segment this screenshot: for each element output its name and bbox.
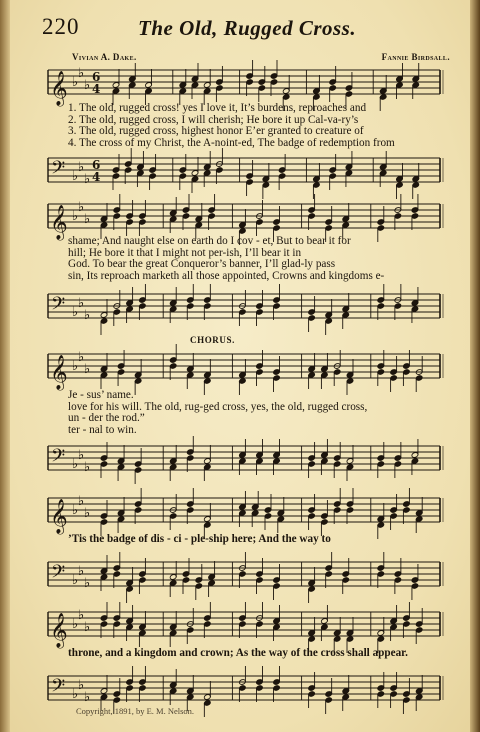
lyric-line: 3. The old, rugged cross, highest honor E’er granted to creature of — [68, 125, 364, 138]
flat-sign-icon: ♭ — [78, 494, 85, 509]
lyric-line: ter - nal to win. — [68, 423, 137, 436]
bass-clef-icon: 𝄢 — [51, 676, 66, 701]
flat-sign-icon: ♭ — [72, 687, 79, 702]
lyrics-system-5 — [68, 648, 453, 660]
flat-sign-icon: ♭ — [84, 620, 91, 635]
bass-clef-icon: 𝄢 — [51, 562, 66, 587]
flat-sign-icon: ♭ — [78, 608, 85, 623]
music-staff-treble-5 — [40, 606, 450, 646]
flat-sign-icon: ♭ — [84, 460, 91, 475]
lyrics-system-4 — [68, 534, 453, 546]
flat-sign-icon: ♭ — [84, 362, 91, 377]
lyric-line: sin, Its reproach marketh all those appointed, Crowns and kingdoms e- — [68, 269, 385, 282]
flat-sign-icon: ♭ — [84, 308, 91, 323]
lyric-line: throne, and a kingdom and crown; As the way of the cross shall appear. — [68, 647, 408, 659]
lyrics-system-3 — [68, 390, 453, 436]
flat-sign-icon: ♭ — [72, 457, 79, 472]
bass-clef-icon: 𝄢 — [51, 158, 66, 183]
music-staff-bass-4 — [40, 556, 450, 596]
flat-sign-icon: ♭ — [78, 200, 85, 215]
flat-sign-icon: ♭ — [78, 350, 85, 365]
flat-sign-icon: ♭ — [84, 78, 91, 93]
composer-credit: Fannie Birdsall. — [381, 52, 450, 62]
page-number: 220 — [42, 14, 80, 39]
time-signature-top: 6 — [92, 158, 101, 172]
flat-sign-icon: ♭ — [72, 169, 79, 184]
chorus-label: CHORUS. — [190, 335, 235, 345]
flat-sign-icon: ♭ — [78, 448, 85, 463]
flat-sign-icon: ♭ — [72, 209, 79, 224]
time-signature-bottom: 4 — [92, 170, 101, 184]
lyric-line: hill; He bore it that I might not per-ish, I’ll bear it in — [68, 246, 302, 259]
page-left-edge — [0, 0, 10, 732]
treble-clef-icon: 𝄞 — [50, 499, 68, 534]
treble-clef-icon: 𝄞 — [50, 355, 68, 390]
time-signature-top: 6 — [92, 70, 101, 84]
music-staff-treble-2 — [40, 198, 450, 238]
flat-sign-icon: ♭ — [84, 212, 91, 227]
lyric-line: God. To bear the great Conqueror’s banner, I’ll glad-ly pass — [68, 258, 336, 271]
music-staff-bass-1 — [40, 152, 450, 192]
flat-sign-icon: ♭ — [72, 617, 79, 632]
copyright-notice: Copyright, 1891, by E. M. Nelson. — [76, 706, 195, 716]
flat-sign-icon: ♭ — [84, 172, 91, 187]
lyric-line: 1. The old, rugged cross! yes I love it, It’s burdens, reproaches and — [68, 102, 367, 114]
lyric-line: 4. The cross of my Christ, the A-noint-ed, The badge of redemption from — [68, 136, 395, 149]
treble-clef-icon: 𝄞 — [50, 613, 68, 648]
bass-clef-icon: 𝄢 — [51, 446, 66, 471]
music-staff-treble-4 — [40, 492, 450, 532]
bass-clef-icon: 𝄢 — [51, 294, 66, 319]
page-right-edge — [470, 0, 480, 732]
page-header — [0, 14, 480, 44]
lyrics-system-2 — [68, 236, 453, 282]
lyric-line: ’Tis the badge of dis - ci - ple-ship here; And the way to — [68, 533, 331, 545]
music-staff-treble-1 — [40, 64, 450, 104]
lyric-line: 2. The old, rugged cross, I will cherish; He bore it up Cal-va-ry’s — [68, 113, 359, 126]
lyricist-credit: Vivian A. Dake. — [72, 52, 137, 62]
lyric-line: shame; And naught else on earth do I cov - et, But to bear it for — [68, 235, 351, 247]
flat-sign-icon: ♭ — [78, 564, 85, 579]
music-staff-treble-3 — [40, 348, 450, 388]
lyric-line: love for his will. The old, rug-ged cross, yes, the old, rugged cross, — [68, 400, 368, 413]
flat-sign-icon: ♭ — [72, 75, 79, 90]
time-signature-bottom: 4 — [92, 82, 101, 96]
flat-sign-icon: ♭ — [72, 305, 79, 320]
flat-sign-icon: ♭ — [72, 503, 79, 518]
flat-sign-icon: ♭ — [72, 359, 79, 374]
lyric-line: Je - sus’ name. — [68, 389, 134, 401]
flat-sign-icon: ♭ — [84, 576, 91, 591]
flat-sign-icon: ♭ — [84, 506, 91, 521]
music-staff-bass-3 — [40, 440, 450, 480]
treble-clef-icon: 𝄞 — [50, 71, 68, 106]
treble-clef-icon: 𝄞 — [50, 205, 68, 240]
flat-sign-icon: ♭ — [84, 690, 91, 705]
flat-sign-icon: ♭ — [78, 66, 85, 81]
music-staff-bass-2 — [40, 288, 450, 328]
music-staff-bass-5 — [40, 670, 450, 710]
flat-sign-icon: ♭ — [78, 678, 85, 693]
hymn-title: The Old, Rugged Cross. — [138, 16, 357, 40]
flat-sign-icon: ♭ — [72, 573, 79, 588]
flat-sign-icon: ♭ — [78, 296, 85, 311]
lyrics-system-1 — [68, 103, 453, 149]
lyric-line: un - der the rod.” — [68, 412, 145, 425]
flat-sign-icon: ♭ — [78, 160, 85, 175]
